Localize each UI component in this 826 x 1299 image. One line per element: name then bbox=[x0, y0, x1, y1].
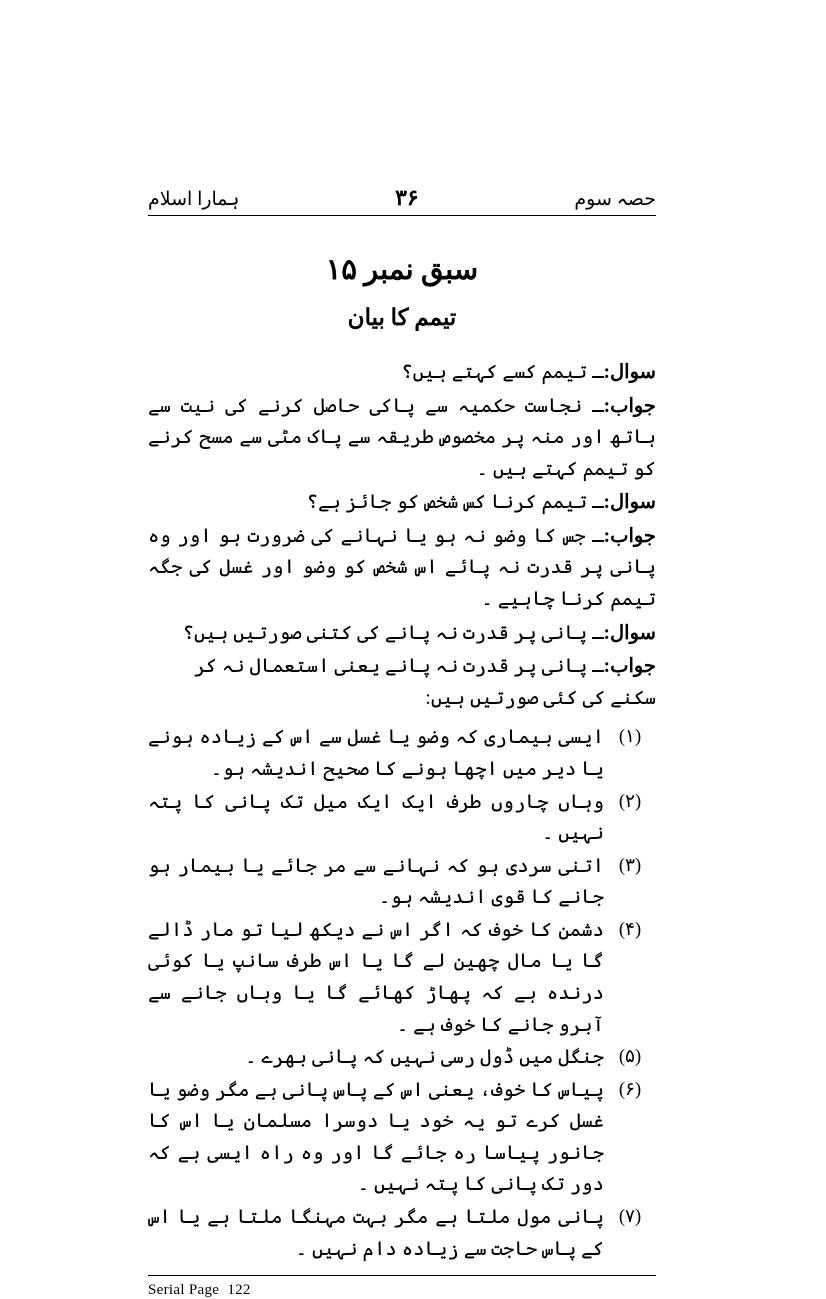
qa-label: جواب: bbox=[603, 395, 656, 417]
qa-text: ـ تیمم کرنا کس شخص کو جائز ہے؟ bbox=[306, 492, 604, 514]
page-content bbox=[148, 185, 656, 1299]
qa-label: جواب: bbox=[603, 525, 656, 547]
list-item bbox=[148, 1042, 656, 1074]
qa-pair bbox=[148, 651, 656, 714]
list-item-marker: (۱) bbox=[618, 727, 642, 748]
qa-pair bbox=[148, 357, 656, 389]
page-number: ۳۶ bbox=[395, 185, 419, 210]
lesson-title: سبق نمبر ۱۵ bbox=[325, 254, 479, 286]
list-item bbox=[148, 787, 656, 850]
list-item-text: وہاں چاروں طرف ایک ایک میل تک پانی کا پتہ نہیں ۔ bbox=[148, 791, 604, 845]
list-item bbox=[148, 722, 656, 785]
list-item bbox=[148, 1202, 656, 1265]
list-item-text: دشمن کا خوف کہ اگر اس نے دیکھ لیا تو مار ڈالے گا یا مال چھین لے گا یا اس طرف سانپ یا کوئی درندہ ہے کہ پھاڑ کھائے گا یا وہاں جانے سے آبرو جانے کا خوف ہے ۔ bbox=[148, 919, 604, 1036]
serial-page-number: 122 bbox=[227, 1282, 251, 1299]
qa-block bbox=[148, 357, 656, 714]
qa-pair bbox=[148, 618, 656, 650]
list-item-marker: (۴) bbox=[618, 919, 642, 940]
numbered-list bbox=[148, 722, 656, 1265]
qa-label: سوال: bbox=[603, 622, 656, 644]
list-item-text: اتنی سردی ہو کہ نہانے سے مر جائے یا بیمار ہو جانے کا قوی اندیشہ ہو۔ bbox=[148, 855, 604, 909]
list-item-marker: (۶) bbox=[618, 1079, 642, 1100]
qa-label: جواب: bbox=[603, 656, 656, 678]
qa-text: ـ تیمم کسے کہتے ہیں؟ bbox=[401, 362, 604, 383]
list-item-text: پیاس کا خوف، یعنی اس کے پاس پانی ہے مگر وضو یا غسل کرے تو یہ خود یا دوسرا مسلمان یا اس کا جانور پیاسا رہ جائے گا اور وہ راہ ایسی ہے کہ دور تک پانی کا پتہ نہیں ۔ bbox=[148, 1079, 604, 1196]
qa-pair bbox=[148, 391, 656, 486]
qa-text: ـ جس کا وضو نہ ہو یا نہانے کی ضرورت ہو اور وہ پانی پر قدرت نہ پائے اس شخص کو وضو اور غسل کی جگہ تیمم کرنا چاہیے ۔ bbox=[148, 525, 656, 611]
qa-label: سوال: bbox=[603, 492, 656, 514]
list-item-text: پانی مول ملتا ہے مگر بہت مہنگا ملتا ہے یا اس کے پاس حاجت سے زیادہ دام نہیں ۔ bbox=[148, 1207, 604, 1260]
list-item-marker: (۲) bbox=[618, 791, 642, 812]
qa-pair bbox=[148, 487, 656, 519]
qa-text: ـ پانی پر قدرت نہ پانے کی کتنی صورتیں ہیں؟ bbox=[182, 622, 604, 644]
serial-page-label: Serial Page bbox=[148, 1282, 220, 1299]
footer-divider bbox=[148, 1275, 656, 1276]
qa-text: ـ پانی پر قدرت نہ پانے یعنی استعمال نہ کر سکنے کی کئی صورتیں ہیں: bbox=[194, 656, 656, 709]
qa-label: سوال: bbox=[603, 362, 656, 383]
list-item-marker: (۷) bbox=[618, 1207, 642, 1228]
list-item bbox=[148, 851, 656, 914]
lesson-subtitle: تیمم کا بیان bbox=[347, 305, 457, 330]
list-item bbox=[148, 1075, 656, 1201]
qa-text: ـ نجاست حکمیہ سے پاکی حاصل کرنے کی نیت سے ہاتھ اور منہ پر مخصوص طریقہ سے پاک مٹی سے مسح کرنے کو تیمم کہتے ہیں ۔ bbox=[148, 395, 656, 480]
serial-page-footer bbox=[148, 1282, 656, 1299]
list-item-marker: (۵) bbox=[618, 1047, 642, 1068]
qa-pair bbox=[148, 521, 656, 616]
header-part-label: حصہ سوم bbox=[574, 189, 656, 210]
list-item-text: جنگل میں ڈول رسی نہیں کہ پانی بھرے ۔ bbox=[245, 1047, 604, 1069]
list-item bbox=[148, 915, 656, 1041]
list-item-marker: (۳) bbox=[618, 855, 642, 876]
header-book-title: ہمارا اسلام bbox=[148, 189, 240, 210]
running-header bbox=[148, 185, 656, 216]
list-item-text: ایسی بیماری کہ وضو یا غسل سے اس کے زیادہ ہونے یا دیر میں اچھا ہونے کا صحیح اندیشہ ہو۔ bbox=[148, 727, 604, 780]
